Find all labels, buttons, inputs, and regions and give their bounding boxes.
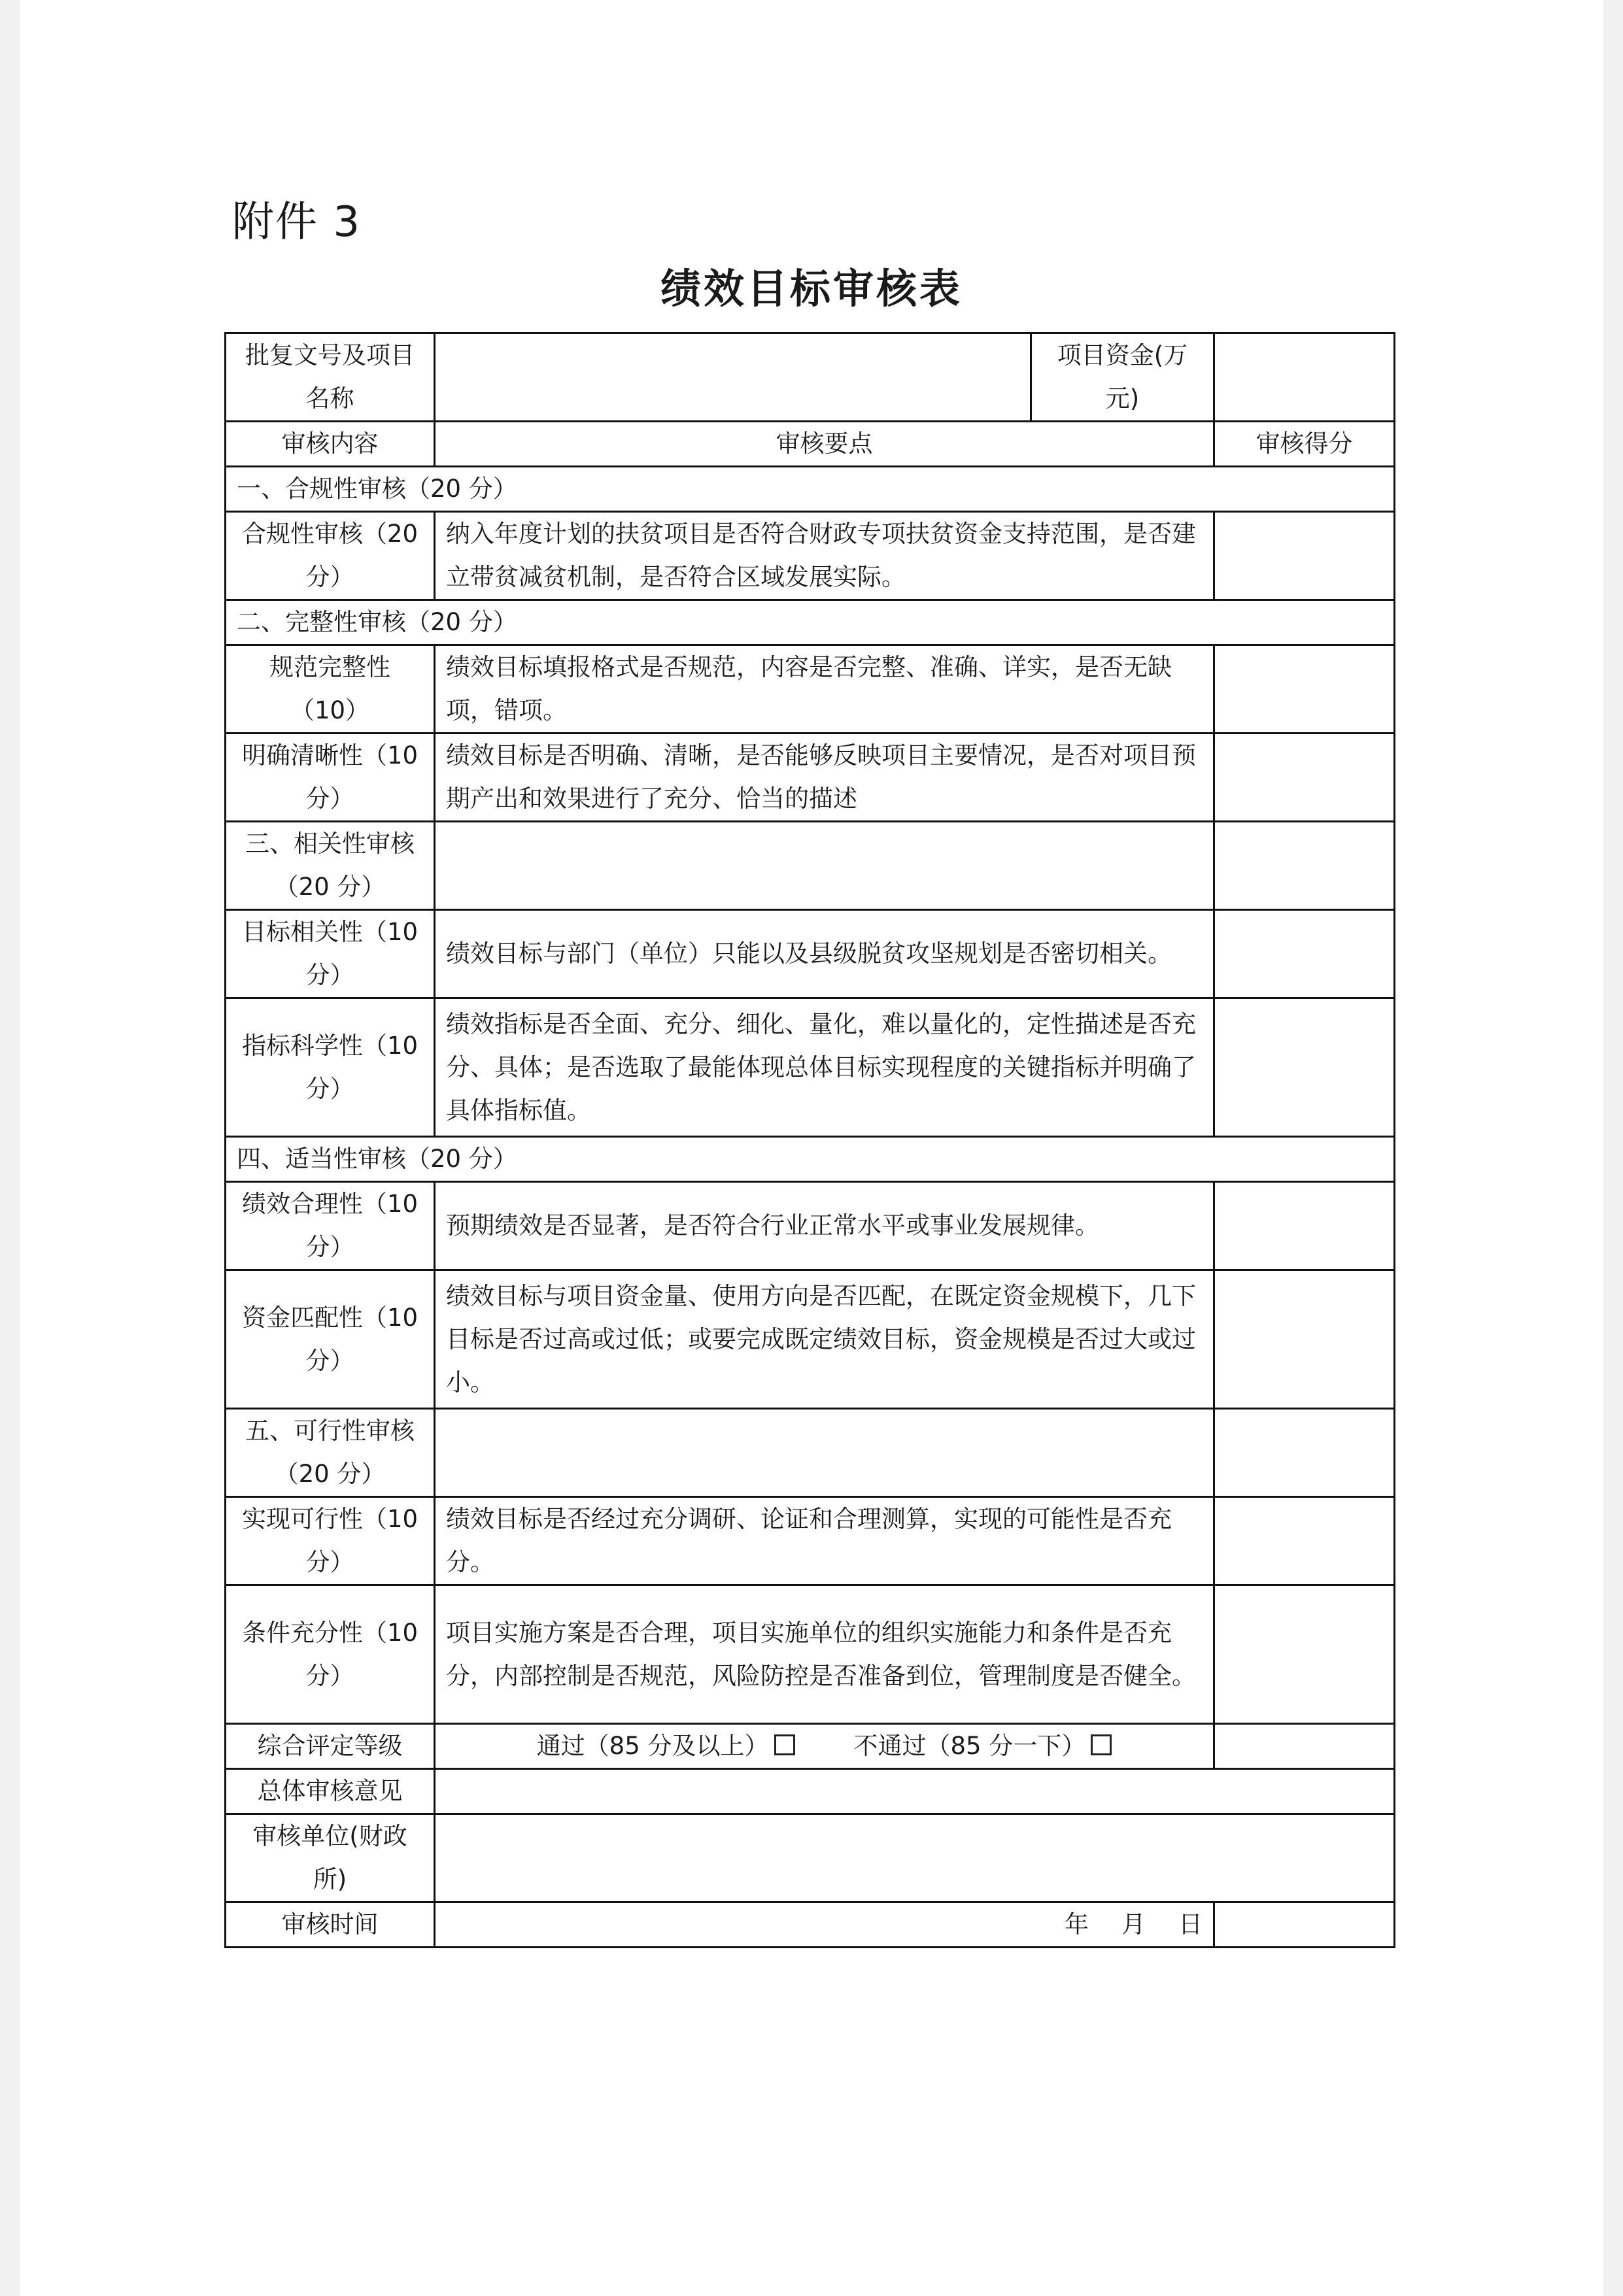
section-points-empty [435, 822, 1214, 910]
table-row [226, 910, 1395, 998]
fund-label: 项目资金(万元) [1031, 333, 1214, 422]
time-row [226, 1902, 1395, 1948]
item-points: 绩效目标是否经过充分调研、论证和合理测算，实现的可能性是否充分。 [435, 1497, 1214, 1585]
item-points: 项目实施方案是否合理，项目实施单位的组织实施能力和条件是否充分，内部控制是否规范，风险防控是否准备到位，管理制度是否健全。 [435, 1585, 1214, 1724]
col-header-points: 审核要点 [435, 422, 1214, 467]
col-header-score: 审核得分 [1214, 422, 1395, 467]
score-cell[interactable] [1214, 1409, 1395, 1497]
rating-fail-label: 不通过（85 分一下） [853, 1732, 1086, 1760]
item-points: 绩效目标是否明确、清晰，是否能够反映项目主要情况，是否对项目预期产出和效果进行了充分、恰当的描述 [435, 734, 1214, 822]
section-compliance: 一、合规性审核（20 分） [226, 467, 1395, 512]
item-label: 合规性审核（20 分） [226, 512, 435, 600]
section-row [226, 822, 1395, 910]
item-label: 指标科学性（10 分） [226, 998, 435, 1137]
rating-label: 综合评定等级 [226, 1724, 435, 1769]
section-row [226, 467, 1395, 512]
time-extra-cell [1214, 1902, 1395, 1948]
approval-row [226, 333, 1395, 422]
score-cell[interactable] [1214, 1270, 1395, 1409]
rating-fail-checkbox[interactable] [1091, 1734, 1112, 1755]
item-label: 规范完整性（10） [226, 645, 435, 734]
score-cell[interactable] [1214, 1724, 1395, 1769]
item-points: 绩效目标填报格式是否规范，内容是否完整、准确、详实，是否无缺项，错项。 [435, 645, 1214, 734]
day-label: 日 [1178, 1910, 1203, 1938]
section-completeness: 二、完整性审核（20 分） [226, 600, 1395, 645]
rating-pass-label: 通过（85 分及以上） [536, 1732, 769, 1760]
section-row [226, 1409, 1395, 1497]
item-label: 条件充分性（10 分） [226, 1585, 435, 1724]
item-label: 实现可行性（10 分） [226, 1497, 435, 1585]
score-cell[interactable] [1214, 1585, 1395, 1724]
page-title: 绩效目标审核表 [660, 265, 963, 312]
score-cell[interactable] [1214, 998, 1395, 1137]
table-row [226, 645, 1395, 734]
item-label: 明确清晰性（10 分） [226, 734, 435, 822]
time-value-cell[interactable] [435, 1902, 1214, 1948]
review-table [224, 332, 1395, 1948]
table-row [226, 1182, 1395, 1270]
year-label: 年 [1065, 1910, 1089, 1938]
overall-opinion-cell[interactable] [435, 1769, 1395, 1814]
score-cell[interactable] [1214, 645, 1395, 734]
item-label: 绩效合理性（10 分） [226, 1182, 435, 1270]
table-row [226, 734, 1395, 822]
fund-value-cell[interactable] [1214, 333, 1395, 422]
table-row [226, 998, 1395, 1137]
rating-pass-checkbox[interactable] [774, 1734, 795, 1755]
item-points: 绩效目标与项目资金量、使用方向是否匹配，在既定资金规模下，几下目标是否过高或过低；或要完成既定绩效目标，资金规模是否过大或过小。 [435, 1270, 1214, 1409]
section-row [226, 1137, 1395, 1182]
column-header-row [226, 422, 1395, 467]
section-feasibility: 五、可行性审核（20 分） [226, 1409, 435, 1497]
section-appropriateness: 四、适当性审核（20 分） [226, 1137, 1395, 1182]
section-row [226, 600, 1395, 645]
section-points-empty [435, 1409, 1214, 1497]
rating-options [435, 1724, 1214, 1769]
score-cell[interactable] [1214, 512, 1395, 600]
table-row [226, 1270, 1395, 1409]
time-label: 审核时间 [226, 1902, 435, 1948]
table-row [226, 512, 1395, 600]
score-cell[interactable] [1214, 1182, 1395, 1270]
unit-cell[interactable] [435, 1814, 1395, 1902]
approval-value-cell[interactable] [435, 333, 1031, 422]
item-points: 预期绩效是否显著，是否符合行业正常水平或事业发展规律。 [435, 1182, 1214, 1270]
unit-row [226, 1814, 1395, 1902]
attachment-number: 附件 3 [232, 198, 362, 246]
col-header-content: 审核内容 [226, 422, 435, 467]
score-cell[interactable] [1214, 734, 1395, 822]
overall-row [226, 1769, 1395, 1814]
month-label: 月 [1121, 1910, 1146, 1938]
unit-label: 审核单位(财政所) [226, 1814, 435, 1902]
score-cell[interactable] [1214, 1497, 1395, 1585]
score-cell[interactable] [1214, 910, 1395, 998]
table-row [226, 1497, 1395, 1585]
section-relevance: 三、相关性审核（20 分） [226, 822, 435, 910]
table-row [226, 1585, 1395, 1724]
item-label: 目标相关性（10 分） [226, 910, 435, 998]
item-points: 绩效目标与部门（单位）只能以及县级脱贫攻坚规划是否密切相关。 [435, 910, 1214, 998]
rating-row [226, 1724, 1395, 1769]
approval-label: 批复文号及项目名称 [226, 333, 435, 422]
item-label: 资金匹配性（10 分） [226, 1270, 435, 1409]
score-cell[interactable] [1214, 822, 1395, 910]
item-points: 纳入年度计划的扶贫项目是否符合财政专项扶贫资金支持范围，是否建立带贫减贫机制，是否符合区域发展实际。 [435, 512, 1214, 600]
item-points: 绩效指标是否全面、充分、细化、量化，难以量化的，定性描述是否充分、具体；是否选取了最能体现总体目标实现程度的关键指标并明确了具体指标值。 [435, 998, 1214, 1137]
overall-label: 总体审核意见 [226, 1769, 435, 1814]
